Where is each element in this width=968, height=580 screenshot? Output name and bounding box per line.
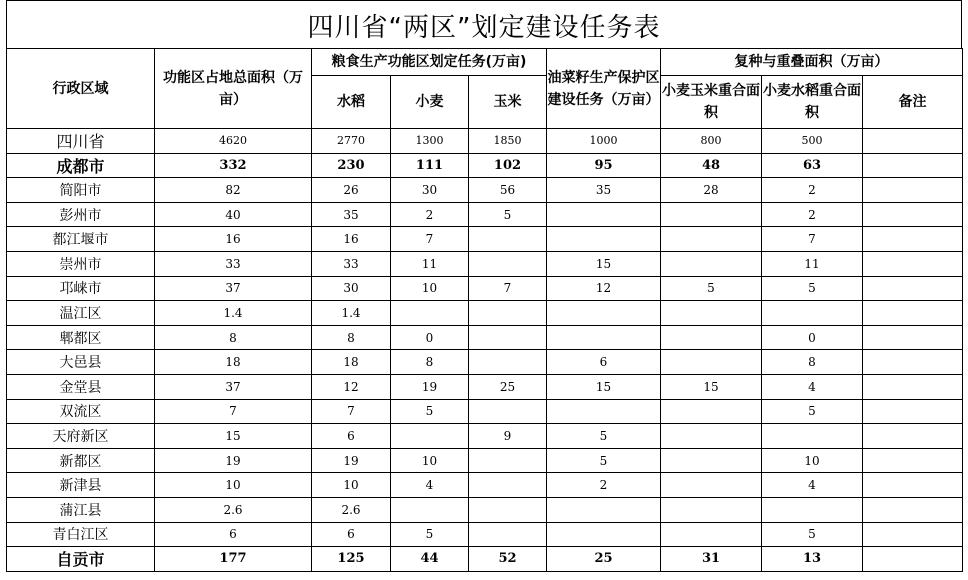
cell-note <box>863 374 963 399</box>
cell-wheat: 10 <box>391 276 469 301</box>
cell-region: 青白江区 <box>7 522 155 547</box>
cell-total: 16 <box>155 227 312 252</box>
cell-wheat-corn <box>661 251 762 276</box>
cell-region: 双流区 <box>7 399 155 424</box>
cell-note <box>863 153 963 178</box>
cell-wheat: 19 <box>391 374 469 399</box>
cell-wheat-corn: 28 <box>661 178 762 203</box>
cell-wheat: 1300 <box>391 129 469 154</box>
cell-note <box>863 497 963 522</box>
cell-wheat-corn <box>661 473 762 498</box>
cell-wheat-rice: 5 <box>762 276 863 301</box>
cell-rapeseed: 5 <box>547 448 661 473</box>
cell-rapeseed <box>547 202 661 227</box>
cell-rice: 12 <box>312 374 391 399</box>
cell-note <box>863 350 963 375</box>
cell-corn <box>469 497 547 522</box>
cell-wheat-corn: 15 <box>661 374 762 399</box>
cell-note <box>863 276 963 301</box>
cell-total: 332 <box>155 153 312 178</box>
cell-wheat-rice: 63 <box>762 153 863 178</box>
cell-corn <box>469 227 547 252</box>
cell-corn: 56 <box>469 178 547 203</box>
cell-wheat-corn <box>661 227 762 252</box>
cell-region: 都江堰市 <box>7 227 155 252</box>
cell-wheat: 8 <box>391 350 469 375</box>
cell-region: 大邑县 <box>7 350 155 375</box>
table-row <box>7 374 963 399</box>
cell-wheat-corn <box>661 497 762 522</box>
cell-corn: 7 <box>469 276 547 301</box>
cell-wheat-rice: 8 <box>762 350 863 375</box>
cell-wheat: 44 <box>391 547 469 572</box>
cell-total: 15 <box>155 424 312 449</box>
cell-corn <box>469 350 547 375</box>
cell-wheat-corn <box>661 350 762 375</box>
cell-corn <box>469 301 547 326</box>
cell-corn <box>469 251 547 276</box>
cell-rice: 30 <box>312 276 391 301</box>
cell-wheat-rice: 7 <box>762 227 863 252</box>
cell-corn: 25 <box>469 374 547 399</box>
header-wheat-corn: 小麦玉米重合面积 <box>661 76 762 129</box>
cell-wheat: 111 <box>391 153 469 178</box>
cell-wheat-corn: 800 <box>661 129 762 154</box>
cell-region: 四川省 <box>7 129 155 154</box>
cell-total: 8 <box>155 325 312 350</box>
cell-wheat: 30 <box>391 178 469 203</box>
table-row <box>7 448 963 473</box>
cell-wheat <box>391 497 469 522</box>
cell-note <box>863 522 963 547</box>
cell-rice: 33 <box>312 251 391 276</box>
table-row <box>7 424 963 449</box>
table-row <box>7 350 963 375</box>
cell-wheat: 5 <box>391 399 469 424</box>
cell-region: 天府新区 <box>7 424 155 449</box>
cell-wheat-corn <box>661 448 762 473</box>
cell-region: 温江区 <box>7 301 155 326</box>
cell-region: 彭州市 <box>7 202 155 227</box>
cell-corn: 1850 <box>469 129 547 154</box>
table-title: 四川省“两区”划定建设任务表 <box>6 0 962 49</box>
table-row <box>7 301 963 326</box>
cell-corn <box>469 473 547 498</box>
cell-rice: 8 <box>312 325 391 350</box>
document-page <box>6 0 962 580</box>
cell-wheat-rice: 10 <box>762 448 863 473</box>
cell-note <box>863 547 963 572</box>
cell-wheat: 4 <box>391 473 469 498</box>
header-wheat-rice: 小麦水稻重合面积 <box>762 76 863 129</box>
cell-total: 33 <box>155 251 312 276</box>
header-grain-group: 粮食生产功能区划定任务(万亩) <box>312 49 547 76</box>
cell-note <box>863 227 963 252</box>
cell-wheat: 0 <box>391 325 469 350</box>
cell-rapeseed: 5 <box>547 424 661 449</box>
cell-rice: 16 <box>312 227 391 252</box>
cell-total: 82 <box>155 178 312 203</box>
cell-note <box>863 424 963 449</box>
cell-wheat-rice: 11 <box>762 251 863 276</box>
cell-region: 蒲江县 <box>7 497 155 522</box>
cell-total: 10 <box>155 473 312 498</box>
cell-region: 简阳市 <box>7 178 155 203</box>
table-row <box>7 178 963 203</box>
cell-region: 邛崃市 <box>7 276 155 301</box>
cell-wheat-corn: 48 <box>661 153 762 178</box>
cell-wheat-corn <box>661 522 762 547</box>
cell-wheat-rice <box>762 301 863 326</box>
cell-wheat-corn <box>661 325 762 350</box>
cell-rapeseed: 15 <box>547 251 661 276</box>
cell-rapeseed: 95 <box>547 153 661 178</box>
cell-rapeseed: 6 <box>547 350 661 375</box>
cell-wheat-rice <box>762 497 863 522</box>
cell-note <box>863 251 963 276</box>
cell-wheat-rice: 500 <box>762 129 863 154</box>
cell-region: 新津县 <box>7 473 155 498</box>
cell-note <box>863 129 963 154</box>
cell-wheat <box>391 424 469 449</box>
header-corn: 玉米 <box>469 76 547 129</box>
cell-corn: 9 <box>469 424 547 449</box>
cell-total: 6 <box>155 522 312 547</box>
cell-wheat-corn <box>661 301 762 326</box>
cell-rapeseed: 1000 <box>547 129 661 154</box>
cell-total: 37 <box>155 276 312 301</box>
cell-rice: 10 <box>312 473 391 498</box>
cell-wheat: 7 <box>391 227 469 252</box>
cell-total: 4620 <box>155 129 312 154</box>
cell-total: 2.6 <box>155 497 312 522</box>
cell-wheat-rice: 0 <box>762 325 863 350</box>
cell-corn: 5 <box>469 202 547 227</box>
table-row <box>7 227 963 252</box>
cell-wheat-rice: 4 <box>762 473 863 498</box>
cell-rice: 35 <box>312 202 391 227</box>
table-row <box>7 325 963 350</box>
cell-wheat <box>391 301 469 326</box>
cell-wheat-rice: 2 <box>762 178 863 203</box>
table-row <box>7 399 963 424</box>
cell-total: 177 <box>155 547 312 572</box>
cell-wheat: 2 <box>391 202 469 227</box>
cell-wheat-corn: 5 <box>661 276 762 301</box>
cell-rapeseed <box>547 522 661 547</box>
cell-wheat-rice: 4 <box>762 374 863 399</box>
cell-total: 18 <box>155 350 312 375</box>
cell-rice: 125 <box>312 547 391 572</box>
cell-wheat-rice: 5 <box>762 522 863 547</box>
table-row <box>7 473 963 498</box>
cell-region: 新都区 <box>7 448 155 473</box>
table-row-city <box>7 547 963 572</box>
cell-region: 自贡市 <box>7 547 155 572</box>
header-note: 备注 <box>863 76 963 129</box>
cell-wheat-corn: 31 <box>661 547 762 572</box>
cell-rapeseed <box>547 227 661 252</box>
cell-wheat: 10 <box>391 448 469 473</box>
cell-rapeseed: 12 <box>547 276 661 301</box>
table-row-province <box>7 129 963 154</box>
cell-note <box>863 202 963 227</box>
cell-wheat-rice: 5 <box>762 399 863 424</box>
cell-corn: 52 <box>469 547 547 572</box>
cell-note <box>863 325 963 350</box>
cell-rice: 1.4 <box>312 301 391 326</box>
cell-note <box>863 178 963 203</box>
cell-rapeseed <box>547 399 661 424</box>
header-total-area: 功能区占地总面积（万亩） <box>155 49 312 129</box>
cell-corn <box>469 399 547 424</box>
cell-rice: 7 <box>312 399 391 424</box>
table-body <box>7 129 963 572</box>
cell-rapeseed: 25 <box>547 547 661 572</box>
task-table <box>6 48 963 572</box>
cell-corn <box>469 522 547 547</box>
cell-total: 37 <box>155 374 312 399</box>
cell-region: 成都市 <box>7 153 155 178</box>
header-region: 行政区域 <box>7 49 155 129</box>
header-rice: 水稻 <box>312 76 391 129</box>
cell-note <box>863 448 963 473</box>
cell-total: 1.4 <box>155 301 312 326</box>
cell-wheat: 11 <box>391 251 469 276</box>
cell-rice: 2.6 <box>312 497 391 522</box>
cell-rapeseed: 15 <box>547 374 661 399</box>
cell-rice: 19 <box>312 448 391 473</box>
table-row <box>7 276 963 301</box>
cell-note <box>863 399 963 424</box>
cell-wheat-rice: 2 <box>762 202 863 227</box>
cell-rapeseed: 2 <box>547 473 661 498</box>
cell-corn <box>469 325 547 350</box>
cell-note <box>863 301 963 326</box>
cell-rapeseed <box>547 497 661 522</box>
cell-corn: 102 <box>469 153 547 178</box>
cell-region: 崇州市 <box>7 251 155 276</box>
header-multi-group: 复种与重叠面积（万亩） <box>661 49 963 76</box>
cell-total: 19 <box>155 448 312 473</box>
cell-wheat-rice: 13 <box>762 547 863 572</box>
cell-note <box>863 473 963 498</box>
cell-region: 金堂县 <box>7 374 155 399</box>
table-row <box>7 497 963 522</box>
table-row <box>7 202 963 227</box>
cell-region: 郫都区 <box>7 325 155 350</box>
cell-rice: 26 <box>312 178 391 203</box>
cell-corn <box>469 448 547 473</box>
cell-rapeseed: 35 <box>547 178 661 203</box>
cell-wheat-rice <box>762 424 863 449</box>
table-header <box>7 49 963 129</box>
cell-wheat-corn <box>661 399 762 424</box>
cell-wheat: 5 <box>391 522 469 547</box>
cell-rapeseed <box>547 301 661 326</box>
header-wheat: 小麦 <box>391 76 469 129</box>
cell-wheat-corn <box>661 202 762 227</box>
cell-rice: 230 <box>312 153 391 178</box>
cell-rapeseed <box>547 325 661 350</box>
cell-rice: 18 <box>312 350 391 375</box>
cell-rice: 2770 <box>312 129 391 154</box>
cell-wheat-corn <box>661 424 762 449</box>
cell-rice: 6 <box>312 424 391 449</box>
header-rapeseed: 油菜籽生产保护区建设任务（万亩） <box>547 49 661 129</box>
table-row <box>7 251 963 276</box>
cell-total: 7 <box>155 399 312 424</box>
table-row <box>7 522 963 547</box>
table-row-city <box>7 153 963 178</box>
cell-rice: 6 <box>312 522 391 547</box>
cell-total: 40 <box>155 202 312 227</box>
